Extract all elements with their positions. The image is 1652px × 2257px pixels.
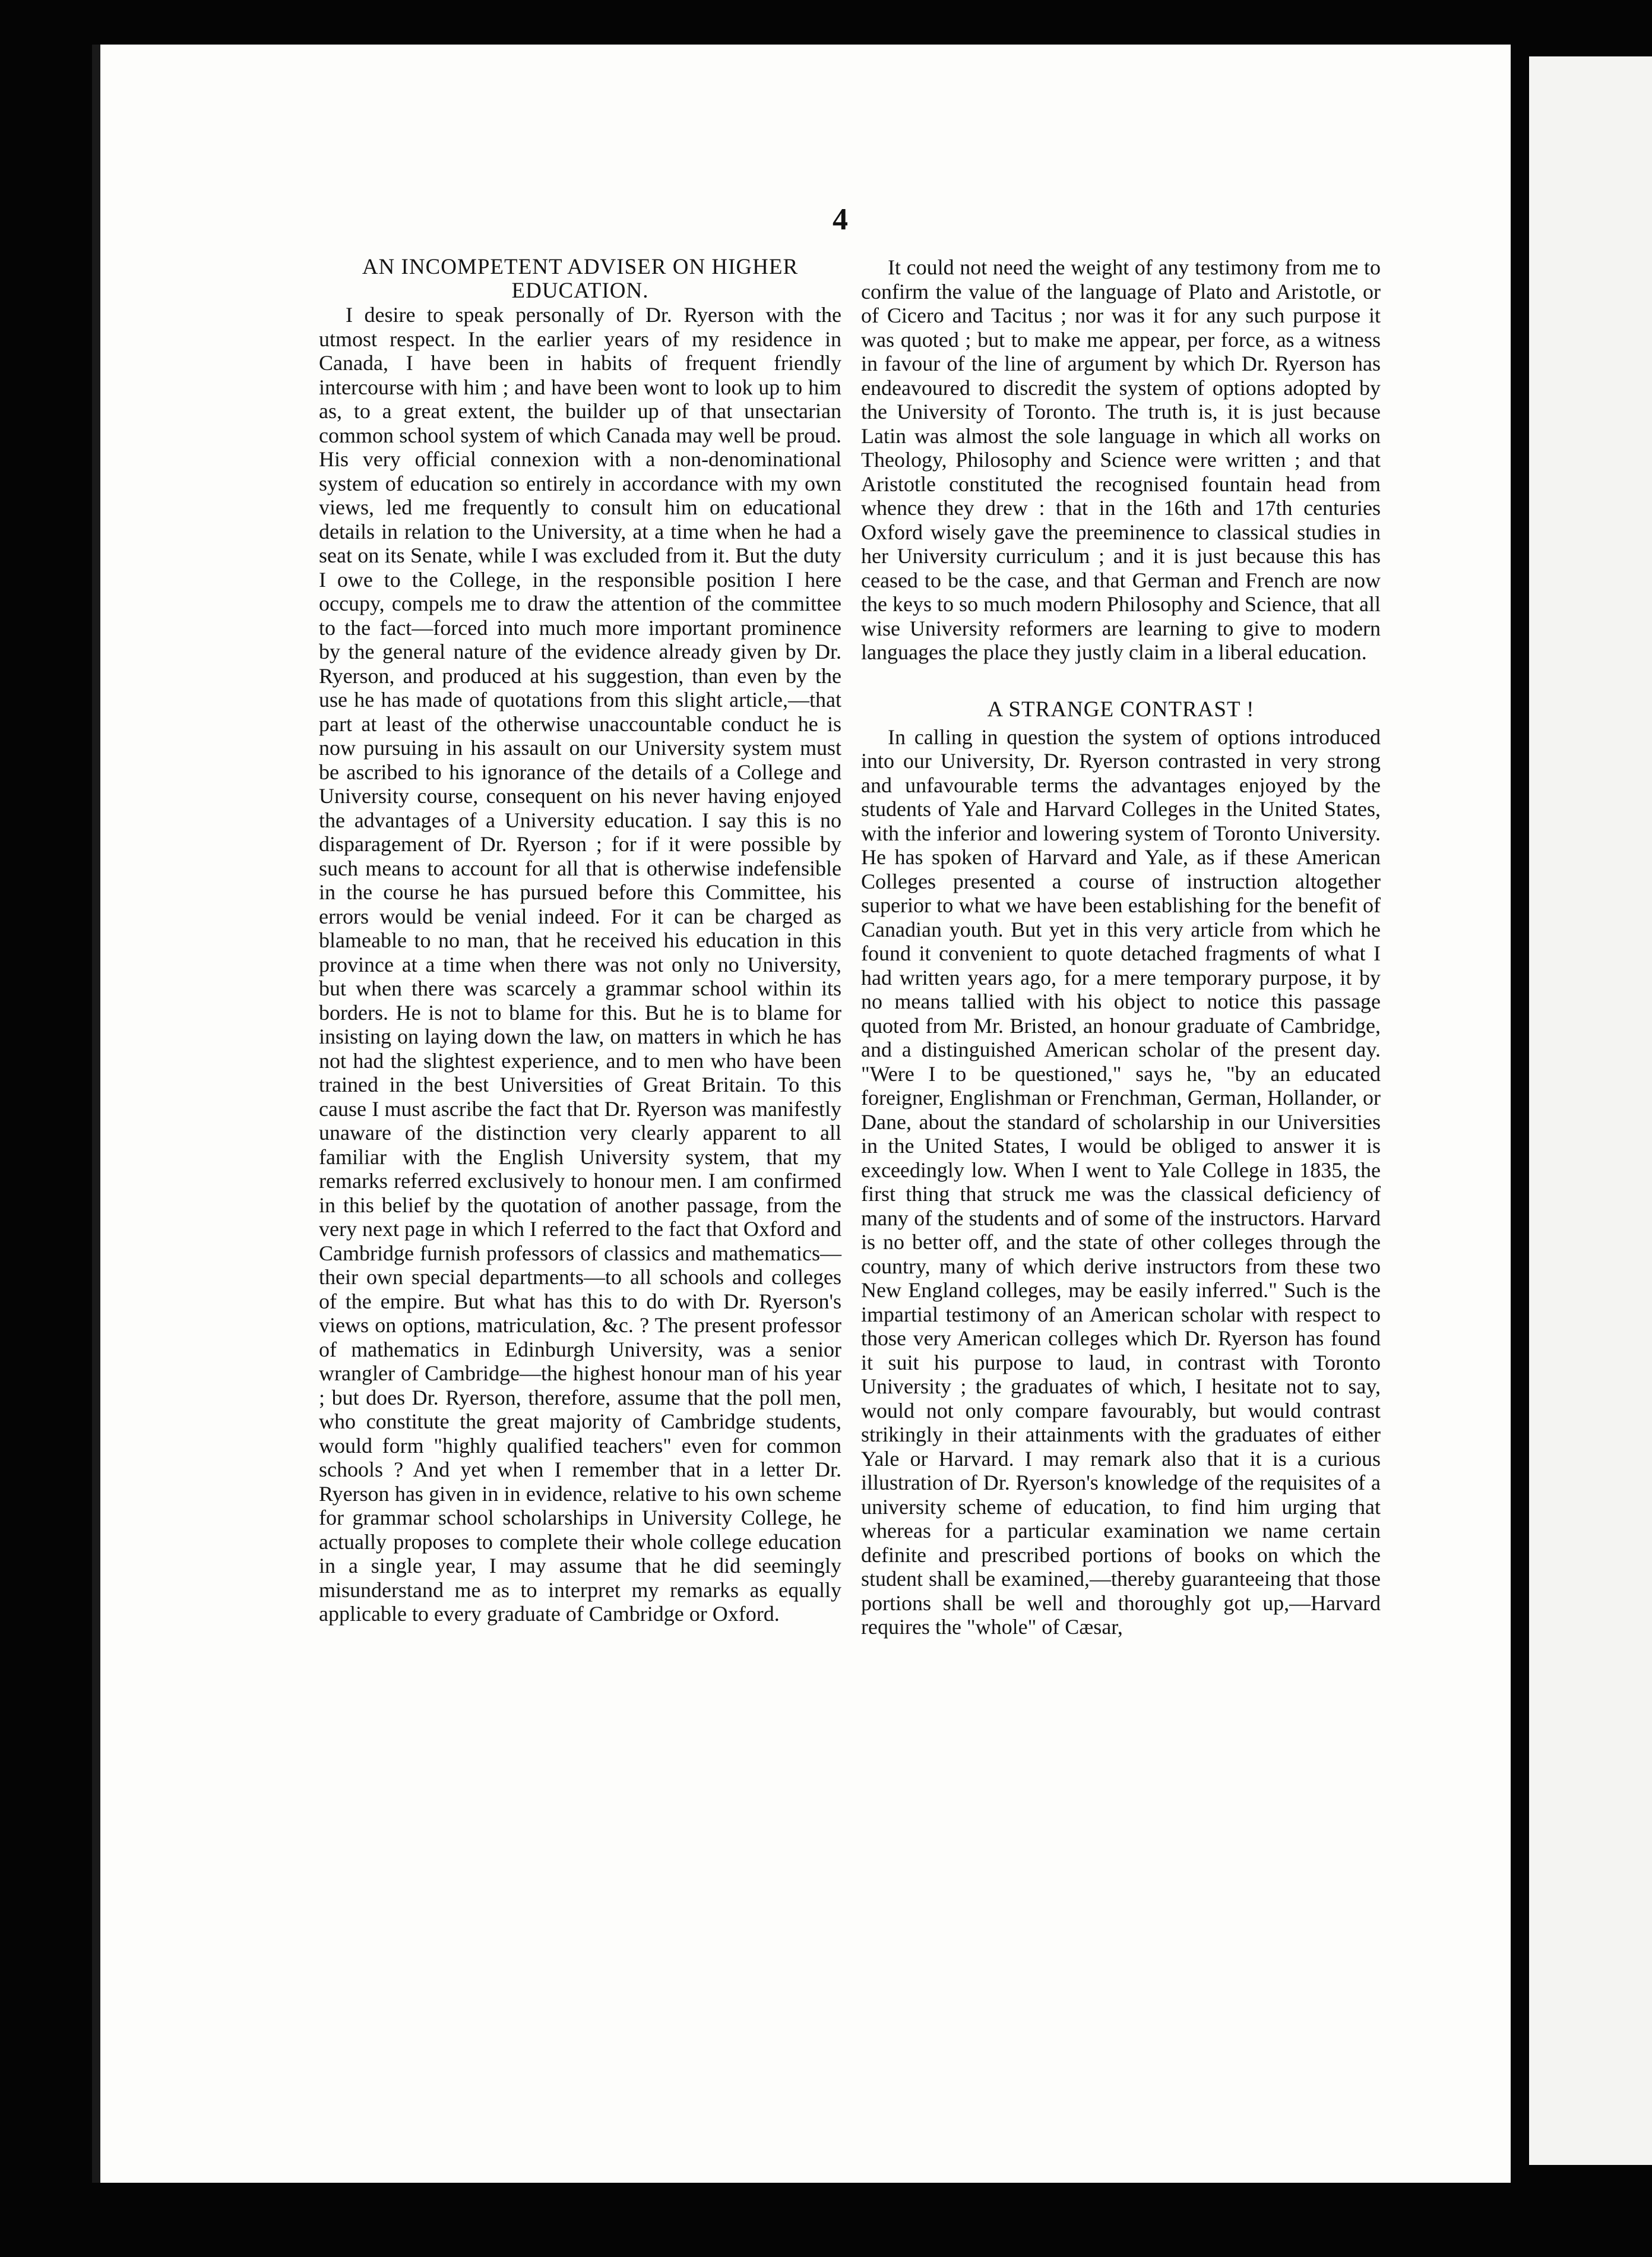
left-column <box>319 255 841 1626</box>
article-title-contrast: A STRANGE CONTRAST ! <box>987 697 1255 722</box>
page-number: 4 <box>833 203 848 236</box>
next-page-edge <box>1529 56 1652 2165</box>
article-body-adviser: I desire to speak personally of Dr. Ryerson with the utmost respect. In the earlier years of my residence in Canada, I have been in habits of frequent friendly intercourse with him ; and have been wont to look up to him as, to a great extent, the builder up of that unsectarian common school system of which Canada may well be proud. His very official connexion with a non-denominational system of education so entirely in accordance with my own views, led me frequently to consult him on educational details in relation to the University, at a time when he had a seat on its Senate, while I was excluded from it. But the duty I owe to the College, in the responsible position I here occupy, compels me to draw the attention of the committee to the fact—forced into much more important prominence by the general nature of the evidence already given by Dr. Ryerson, and produced at his suggestion, than even by the use he has made of quotations from this slight article,—that part at least of the otherwise unaccountable conduct he is now pursuing in his assault on our University system must be ascribed to his ignorance of the details of a College and University course, consequent on his never having enjoyed the advantages of a University education. I say this is no disparagement of Dr. Ryerson ; for if it were possible by such means to account for all that is otherwise indefensible in the course he has pursued before this Committee, his errors would be venial indeed. For it can be charged as blameable to no man, that he received his education in this province at a time when there was not only no University, but when there was scarcely a grammar school within its borders. He is not to blame for this. But he is to blame for insisting on laying down the law, on matters in which he has not had the slightest experience, and to men who have been trained in the best Universities of Great Britain. To this cause I must ascribe the fact that Dr. Ryerson was manifestly unaware of the distinction very clearly apparent to all familiar with the English University system, that my remarks referred exclusively to honour men. I am confirmed in this belief by the quotation of another passage, from the very next page in which I referred to the fact that Oxford and Cambridge furnish professors of classics and mathematics—their own special departments—to all schools and colleges of the empire. But what has this to do with Dr. Ryerson's views on options, matriculation, &c. ? The present professor of mathematics in Edinburgh University, was a senior wrangler of Cambridge—the highest honour man of his year ; but does Dr. Ryerson, therefore, assume that the poll men, who constitute the great majority of Cambridge students, would form "highly qualified teachers" even for common schools ? And yet when I remember that in a letter Dr. Ryerson has given in in evidence, relative to his own scheme for grammar school scholarships in University College, he actually proposes to complete their whole college education in a single year, I may assume that he did seemingly misunderstand me as to interpret my remarks as equally applicable to every graduate of Cambridge or Oxford. <box>319 303 841 1626</box>
article-title-adviser: AN INCOMPETENT ADVISER ON HIGHER EDUCATION. <box>362 255 799 303</box>
right-column <box>861 255 1381 1639</box>
article-body-continuation: It could not need the weight of any testimony from me to confirm the value of the language of Plato and Aristotle, or of Cicero and Tacitus ; nor was it for any such purpose it was quoted ; but to make me appear, per force, as a witness in favour of the line of argument by which Dr. Ryerson has endeavoured to discredit the system of options adopted by the University of Toronto. The truth is, it is just because Latin was almost the sole language in which all works on Theology, Philosophy and Science were written ; and that Aristotle constituted the recognised fountain head from whence they drew : that in the 16th and 17th centuries Oxford wisely gave the preeminence to classical studies in her University curriculum ; and it is just because this has ceased to be the case, and that German and French are now the keys to so much modern Philosophy and Science, that all wise University reformers are learning to give to modern languages the place they justly claim in a liberal education. <box>861 255 1381 664</box>
article-body-contrast: In calling in question the system of options introduced into our University, Dr. Ryerson contrasted in very strong and unfavourable terms the advantages enjoyed by the students of Yale and Harvard Colleges in the United States, with the inferior and lowering system of Toronto University. He has spoken of Harvard and Yale, as if these American Colleges presented a course of instruction altogether superior to what we have been establishing for the benefit of Canadian youth. But yet in this very article from which he found it convenient to quote detached fragments of what I had written years ago, for a mere temporary purpose, it by no means tallied with his object to notice this passage quoted from Mr. Bristed, an honour graduate of Cambridge, and a distinguished American scholar of the present day. "Were I to be questioned," says he, "by an educated foreigner, Englishman or Frenchman, German, Hollander, or Dane, about the standard of scholarship in our Universities in the United States, I would be obliged to answer it is exceedingly low. When I went to Yale College in 1835, the first thing that struck me was the classical deficiency of many of the students and of some of the instructors. Harvard is no better off, and the state of other colleges through the country, many of which derive instructors from these two New England colleges, may be easily inferred." Such is the impartial testimony of an American scholar with respect to those very American colleges which Dr. Ryerson has found it suit his purpose to laud, in contrast with Toronto University ; the graduates of which, I hesitate not to say, would not only compare favourably, but would contrast strikingly in their attainments with the graduates of either Yale or Harvard. I may remark also that it is a curious illustration of Dr. Ryerson's knowledge of the requisites of a university scheme of education, to find him urging that whereas for a particular examination we name certain definite and prescribed portions of books on which the student shall be examined,—thereby guaranteeing that those portions shall be well and thoroughly got up,—Harvard requires the "whole" of Cæsar, <box>861 725 1381 1639</box>
